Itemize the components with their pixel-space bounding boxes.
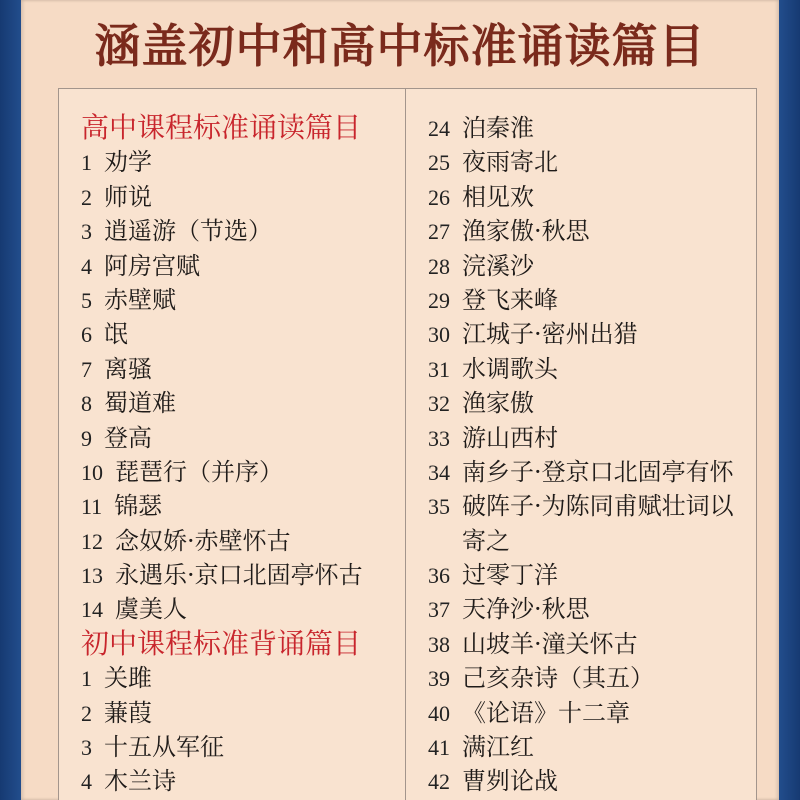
list-item <box>81 764 405 798</box>
list-item <box>428 455 756 489</box>
left-column <box>59 89 405 800</box>
item-title: 泊秦淮 <box>462 114 534 142</box>
list-item <box>81 455 405 489</box>
list-item <box>428 352 756 386</box>
list-item <box>428 592 756 626</box>
list-item <box>428 180 756 214</box>
section-heading-senior <box>81 111 405 145</box>
item-number: 38 <box>428 631 450 657</box>
list-item <box>81 317 405 351</box>
item-number: 3 <box>81 219 92 245</box>
item-title: 曹刿论战 <box>462 767 558 796</box>
list-item <box>428 627 756 661</box>
item-number: 42 <box>428 769 450 795</box>
item-title: 蜀道难 <box>104 389 176 418</box>
section-heading-text: 初中课程标准背诵篇目 <box>81 626 362 660</box>
list-item <box>81 558 405 592</box>
list-item <box>428 764 756 798</box>
content-panel <box>21 0 779 800</box>
item-title: 渔家傲·秋思 <box>462 217 590 246</box>
list-item <box>428 249 756 283</box>
item-title: 赤壁赋 <box>104 285 176 314</box>
item-number: 36 <box>428 563 450 589</box>
list-item <box>81 696 405 730</box>
list-item <box>81 421 405 455</box>
list-item <box>428 421 756 455</box>
item-title: 念奴娇·赤壁怀古 <box>115 526 291 555</box>
item-number: 24 <box>428 116 450 141</box>
item-number: 4 <box>81 253 92 279</box>
list-box <box>58 88 757 800</box>
list-item <box>428 489 756 558</box>
section-heading-junior <box>81 627 405 661</box>
item-title: 离骚 <box>104 354 152 383</box>
item-title: 夜雨寄北 <box>462 148 558 177</box>
item-number: 11 <box>81 494 103 520</box>
item-title: 氓 <box>104 320 128 349</box>
list-item <box>428 214 756 248</box>
item-title: 江城子·密州出猎 <box>462 320 638 349</box>
list-item <box>81 661 405 695</box>
list-item <box>81 524 405 558</box>
list-item <box>81 489 405 523</box>
item-number: 2 <box>81 184 92 210</box>
item-title: 虞美人 <box>115 595 187 624</box>
item-number: 6 <box>81 322 92 348</box>
item-number: 13 <box>81 563 103 589</box>
list-item <box>81 386 405 420</box>
item-number: 34 <box>428 459 450 485</box>
item-number: 1 <box>81 150 92 176</box>
list-item <box>81 249 405 283</box>
item-title: 木兰诗 <box>104 767 176 796</box>
list-item <box>81 592 405 626</box>
list-item <box>428 558 756 592</box>
list-item <box>428 661 756 695</box>
list-item <box>428 111 756 145</box>
item-number: 14 <box>81 597 103 623</box>
page-title: 涵盖初中和高中标准诵读篇目 <box>94 19 706 73</box>
item-number: 10 <box>81 459 103 485</box>
item-title: 锦瑟 <box>114 492 163 521</box>
item-title: 相见欢 <box>462 182 534 211</box>
item-title: 登高 <box>104 423 152 452</box>
item-title: 劝学 <box>104 148 152 177</box>
side-band-right <box>779 0 800 800</box>
item-title: 蒹葭 <box>104 698 152 727</box>
item-title: 山坡羊·潼关怀古 <box>462 629 638 658</box>
item-title: 水调歌头 <box>462 354 558 383</box>
item-title: 琵琶行（并序） <box>115 457 283 486</box>
list-item <box>428 283 756 317</box>
item-number: 39 <box>428 666 450 692</box>
item-title: 永遇乐·京口北固亭怀古 <box>115 561 363 590</box>
item-title: 过零丁洋 <box>462 561 558 590</box>
item-number: 37 <box>428 597 450 623</box>
item-number: 26 <box>428 184 450 210</box>
item-number: 28 <box>428 253 450 279</box>
item-number: 30 <box>428 322 450 348</box>
item-title: 《论语》十二章 <box>462 698 630 727</box>
list-item <box>428 730 756 764</box>
item-number: 31 <box>428 356 450 382</box>
item-number: 3 <box>81 735 92 761</box>
list-item <box>81 145 405 179</box>
item-number: 5 <box>81 287 92 313</box>
item-title: 浣溪沙 <box>462 251 534 280</box>
item-number: 33 <box>428 425 450 451</box>
list-item <box>81 214 405 248</box>
item-number: 7 <box>81 356 92 382</box>
item-number: 35 <box>428 494 450 520</box>
item-title-continued: 寄之 <box>462 526 510 555</box>
item-title: 游山西村 <box>462 423 558 452</box>
item-number: 4 <box>81 769 92 795</box>
item-title: 逍遥游（节选） <box>104 217 272 246</box>
item-number: 8 <box>81 391 92 417</box>
item-title: 师说 <box>104 182 152 211</box>
item-title: 破阵子·为陈同甫赋壮词以 <box>462 492 734 521</box>
item-number: 2 <box>81 700 92 726</box>
list-item-line <box>428 524 756 558</box>
item-number: 29 <box>428 287 450 313</box>
item-title: 满江红 <box>462 733 534 762</box>
list-item <box>81 352 405 386</box>
item-number: 12 <box>81 528 103 554</box>
side-band-left <box>0 0 21 800</box>
item-number: 40 <box>428 700 450 726</box>
list-item <box>428 386 756 420</box>
item-title: 己亥杂诗（其五） <box>462 664 654 693</box>
section-heading-text: 高中课程标准诵读篇目 <box>81 111 362 144</box>
item-title: 登飞来峰 <box>462 285 558 314</box>
item-number: 27 <box>428 219 450 245</box>
item-number: 25 <box>428 150 450 176</box>
item-title: 南乡子·登京口北固亭有怀 <box>462 457 734 486</box>
item-number: 41 <box>428 735 450 761</box>
list-item <box>81 730 405 764</box>
item-title: 十五从军征 <box>104 733 224 762</box>
item-number: 1 <box>81 666 92 692</box>
item-title: 阿房宫赋 <box>104 251 200 280</box>
item-title: 关雎 <box>104 664 152 693</box>
list-item <box>428 696 756 730</box>
list-item-line <box>428 489 756 523</box>
item-number: 9 <box>81 425 92 451</box>
list-item <box>81 283 405 317</box>
item-title: 天净沙·秋思 <box>462 595 590 624</box>
right-column <box>405 89 756 800</box>
list-item <box>81 180 405 214</box>
item-title: 渔家傲 <box>462 389 534 418</box>
item-number: 32 <box>428 391 450 417</box>
list-item <box>428 145 756 179</box>
list-item <box>428 317 756 351</box>
